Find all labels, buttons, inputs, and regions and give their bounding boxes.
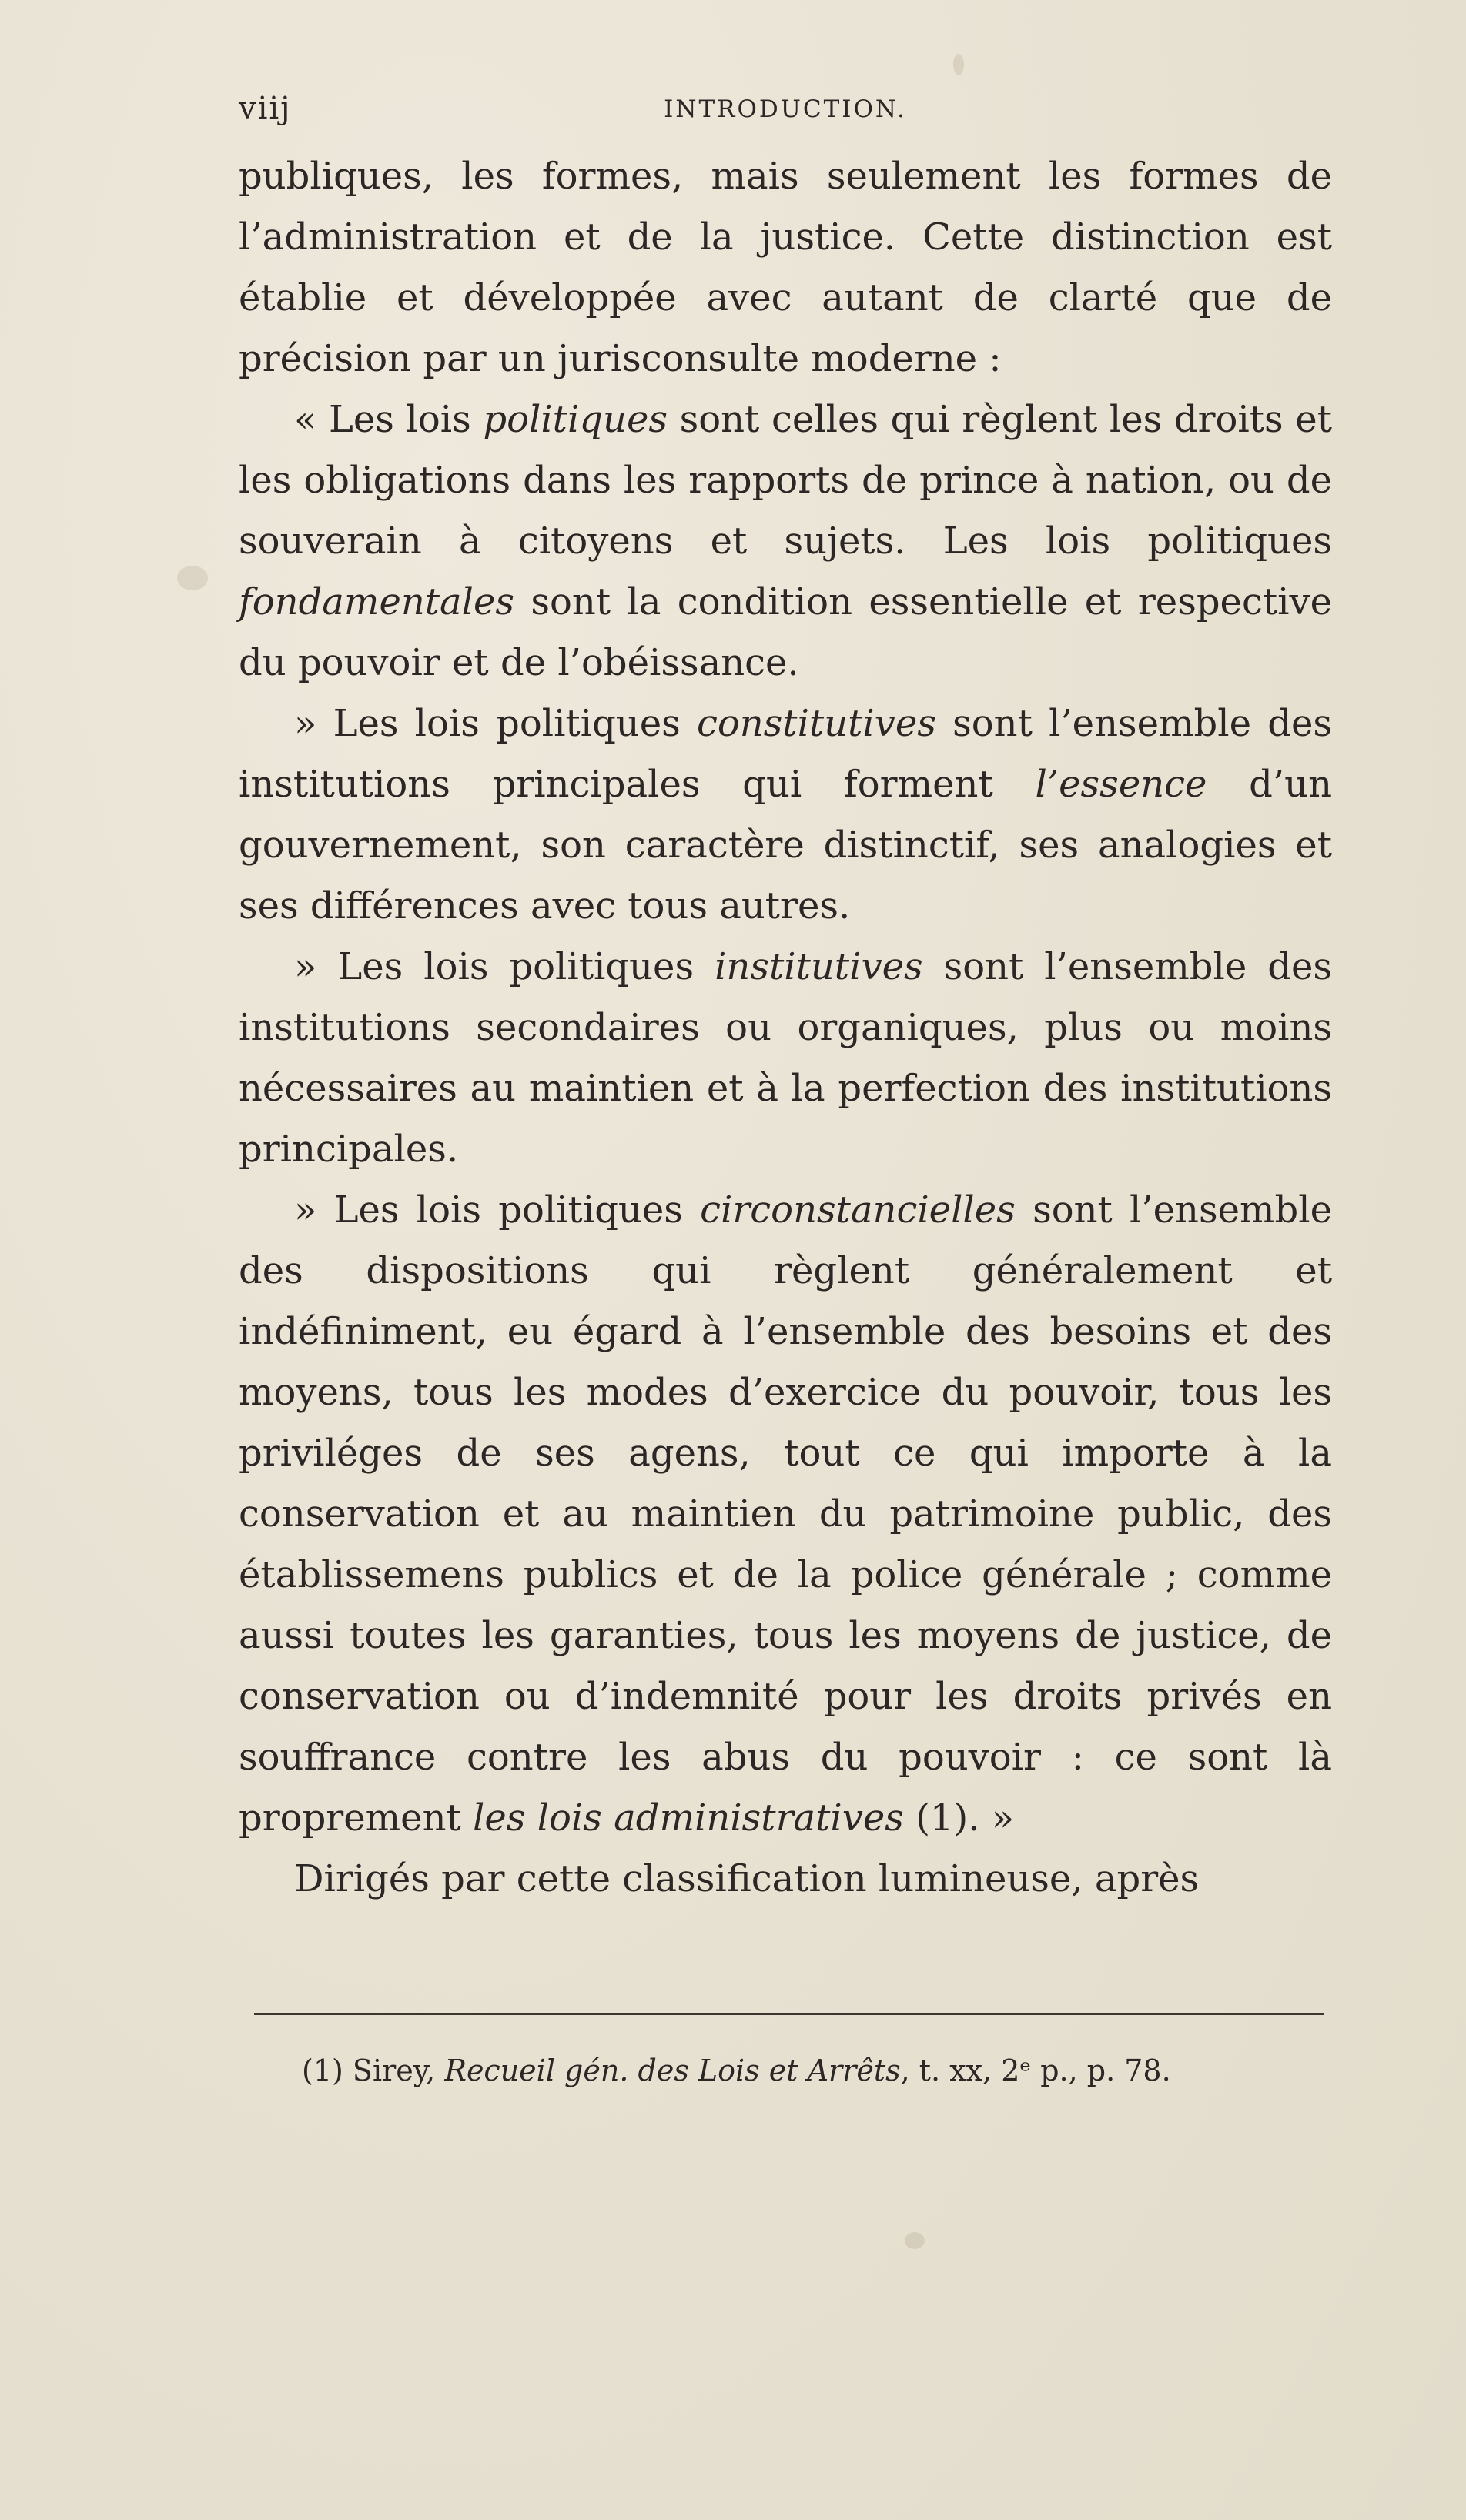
paragraph <box>239 146 1332 389</box>
footnote-text: , t. xx, 2ᵉ p., p. 78. <box>900 2054 1171 2087</box>
italic-term: circonstancielles <box>700 1188 1016 1232</box>
paper-stain <box>905 2232 925 2249</box>
text-run: (1). » <box>903 1796 1015 1840</box>
page-header <box>239 91 1332 137</box>
page-number: viij <box>239 91 292 126</box>
text-run: d’un gouvernement, son caractère distinctif, ses analogies et ses différences avec tous autres. <box>239 763 1332 927</box>
paragraph <box>239 1180 1332 1849</box>
running-title: INTRODUCTION. <box>664 95 907 123</box>
text-run: Dirigés par cette classification lumineuse, après <box>294 1857 1200 1900</box>
text-run: sont la condition essentielle et respective du pouvoir et de l’obéissance. <box>239 580 1332 684</box>
footnote-rule <box>254 2013 1324 2015</box>
italic-term: fondamentales <box>239 580 515 623</box>
paragraph <box>239 1849 1332 1910</box>
paragraph <box>239 937 1332 1180</box>
footnote-citation-title: Recueil gén. des Lois et Arrêts <box>444 2054 901 2087</box>
text-run: sont celles qui règlent les droits et les obligations dans les rapports de prince à nation, ou de souverain à citoyens et sujets. Les lois politiques <box>239 398 1332 563</box>
paper-stain <box>177 566 208 590</box>
paragraph <box>239 694 1332 937</box>
text-run: publiques, les formes, mais seulement les formes de l’administration et de la justice. Cette distinction est établie et développée avec autant de clarté que de précision par un jurisconsulte moderne : <box>239 155 1332 380</box>
body-text <box>239 146 1332 1910</box>
text-run: sont l’ensemble des institutions principales qui forment <box>239 702 1332 806</box>
italic-term: institutives <box>715 945 923 988</box>
text-run: » Les lois politiques <box>294 1188 701 1232</box>
italic-term: les lois administratives <box>473 1796 904 1840</box>
italic-term: l’essence <box>1035 763 1207 806</box>
text-run: » Les lois politiques <box>294 702 697 745</box>
footnote-text: (1) Sirey, <box>302 2054 445 2087</box>
text-run: sont l’ensemble des institutions secondaires ou organiques, plus ou moins nécessaires au maintien et à la perfection des institutions principales. <box>239 945 1332 1171</box>
text-run: « Les lois <box>294 398 484 441</box>
paper-stain <box>953 54 964 75</box>
text-run: sont l’ensemble des dispositions qui règlent généralement et indéfiniment, eu égard à l’ensemble des besoins et des moyens, tous les modes d’exercice du pouvoir, tous les priviléges de ses agens, tout ce qui importe à la conservation et au maintien du patrimoine public, des établissemens publics et de la police générale ; comme aussi toutes les garanties, tous les moyens de justice, de conservation ou d’indemnité pour les droits privés en souffrance contre les abus du pouvoir : ce sont là proprement <box>239 1188 1332 1840</box>
paragraph <box>239 389 1332 694</box>
italic-term: constitutives <box>696 702 936 745</box>
italic-term: politiques <box>483 398 668 441</box>
footnote <box>302 2049 1349 2092</box>
text-run: » Les lois politiques <box>294 945 715 988</box>
